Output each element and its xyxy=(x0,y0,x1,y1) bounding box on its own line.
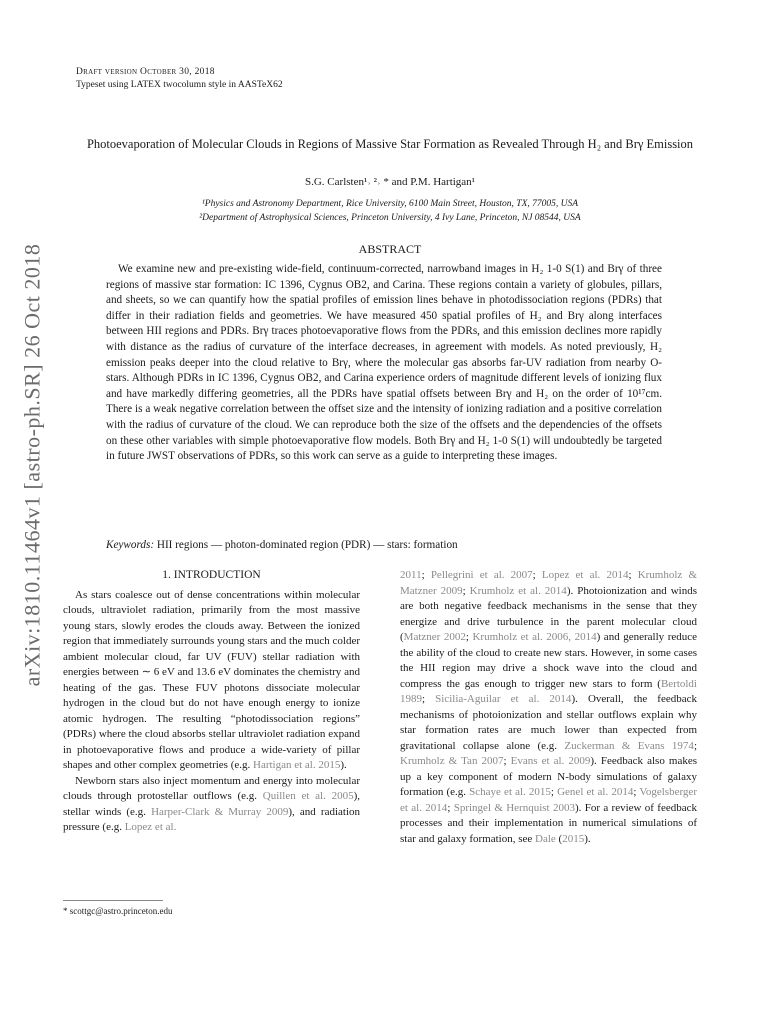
intro-paragraph-1: As stars coalesce out of dense concentrations within molecular clouds, ultraviolet radiation, primarily from the most massive young stars, slowly erodes the clouds away. Between the ionized region that immediately surrounds young stars and the much colder ambient molecular cloud, far UV (FUV) stellar radiation with energies between ∼ 6 eV and 13.6 eV dominates the chemistry and heating of the gas. These FUV photons dissociate molecular hydrogen in the cloud but do not have enough energy to ionize atomic hydrogen. The resulting “photodissociation regions” (PDRs) where the cloud absorbs stellar ultraviolet radiation expand in photoevaporative flows and produce a wide-variety of pillar shapes and other complex geometries (e.g. Hartigan et al. 2015). xyxy=(63,588,360,771)
right-column xyxy=(400,568,697,847)
keywords xyxy=(106,539,662,551)
citation-link[interactable]: Dale xyxy=(535,832,556,845)
citation-link[interactable]: Genel et al. 2014 xyxy=(557,786,634,798)
citation-link[interactable]: Lopez et al. xyxy=(124,821,177,833)
affiliation-1: ¹Physics and Astronomy Department, Rice University, 6100 Main Street, Houston, TX, 77005, USA xyxy=(201,199,579,209)
citation-link[interactable]: 2015 xyxy=(562,832,585,845)
citation-link[interactable]: Sicilia-Aguilar et al. 2014 xyxy=(435,693,572,705)
citation-link[interactable]: Springel & Hernquist 2003 xyxy=(453,801,575,814)
citation-link[interactable]: Schaye et al. 2015 xyxy=(469,786,551,798)
author-email-footnote: * scottgc@astro.princeton.edu xyxy=(63,906,173,916)
section-heading-introduction: 1. INTRODUCTION xyxy=(162,569,261,581)
citation-link[interactable]: Zuckerman & Evans 1974 xyxy=(564,739,694,752)
intro-paragraph-2: Newborn stars also inject momentum and energy into molecular clouds through protostellar outflows (e.g. Quillen et al. 2005), stellar winds (e.g. Harper-Clark & Murray 2009), and radiation pressure (e.g. Lopez et al. xyxy=(63,774,360,833)
citation-link[interactable]: Krumholz & Matzner 2009 xyxy=(400,569,697,597)
keywords-label: Keywords: xyxy=(106,539,155,551)
abstract-body: We examine new and pre-existing wide-field, continuum-corrected, narrowband images in H₂ 1-0 S(1) and Brγ of three regions of massive star formation: IC 1396, Cygnus OB2, and Carina. These regions contain a variety of globules, pillars, and sheets, so we can quantify how the spatial profiles of emission lines behave in photodissociation regions (PDRs) that differ in their radiation fields and geometries. We have measured 450 spatial profiles of H₂ and Brγ along interfaces between HII regions and PDRs. Brγ traces photoevaporative flows from the PDRs, and this emission declines more rapidly with distance as the radius of curvature of the interface decreases, in agreement with models. As noted previously, H₂ emission peaks deeper into the cloud relative to Brγ, where the molecular gas absorbs far-UV radiation from nearby O-stars. Although PDRs in IC 1396, Cygnus OB2, and Carina experience orders of magnitude different levels of ionizing flux and have markedly differing geometries, all the PDRs have spatial offsets between Brγ and H₂ on the order of 10¹⁷cm. There is a weak negative correlation between the offset size and the intensity of ionizing radiation and a positive correlation with the radius of curvature of the cloud. We can reproduce both the size of the offsets and the dependencies of the offsets on these other variables with simple photoevaporative flow models. Both Brγ and H₂ 1-0 S(1) will undoubtedly be targeted in future JWST observations of PDRs, so this work can serve as a guide to interpreting these images. xyxy=(106,263,662,463)
arxiv-identifier: arXiv:1810.11464v1 [astro-ph.SR] 26 Oct 2018 xyxy=(19,243,44,687)
citation-link[interactable]: 2011 xyxy=(400,569,422,581)
affiliation-2: ²Department of Astrophysical Sciences, Princeton University, 4 Ivy Lane, Princeton, NJ 08544, USA xyxy=(199,213,581,223)
draft-version-line: Draft version October 30, 2018 xyxy=(76,67,215,77)
keywords-text: HII regions — photon-dominated region (PDR) — stars: formation xyxy=(156,539,458,551)
typeset-line: Typeset using LATEX twocolumn style in AASTeX62 xyxy=(76,80,283,90)
abstract-heading: ABSTRACT xyxy=(358,242,422,256)
citation-link[interactable]: Hartigan et al. 2015 xyxy=(253,759,341,771)
citation-link[interactable]: Krumholz et al. 2014 xyxy=(469,584,567,597)
citation-link[interactable]: Lopez et al. 2014 xyxy=(541,569,629,581)
affiliations xyxy=(70,197,710,225)
citation-link[interactable]: Evans et al. 2009 xyxy=(510,755,591,767)
citation-link[interactable]: Matzner 2002 xyxy=(403,631,466,643)
citation-link[interactable]: Vogelsberger et al. 2014 xyxy=(400,786,697,814)
footnote-divider xyxy=(63,900,163,901)
citation-link[interactable]: Krumholz & Tan 2007 xyxy=(400,755,504,767)
left-column xyxy=(63,568,360,836)
citation-link[interactable]: Krumholz et al. 2006, 2014 xyxy=(472,631,597,643)
citation-link[interactable]: Harper-Clark & Murray 2009 xyxy=(151,805,289,818)
page-header xyxy=(76,66,283,92)
citation-link[interactable]: Quillen et al. 2005 xyxy=(262,790,354,802)
paper-title: Photoevaporation of Molecular Clouds in Regions of Massive Star Formation as Revealed Through H₂ and Brγ Emission xyxy=(86,137,694,151)
citation-link[interactable]: Bertoldi 1989 xyxy=(400,677,697,705)
author-list: S.G. Carlsten¹˒ ²˒ * and P.M. Hartigan¹ xyxy=(305,176,475,188)
intro-paragraph-2-continued: 2011; Pellegrini et al. 2007; Lopez et al. 2014; Krumholz & Matzner 2009; Krumholz et al. 2014). Photoionization and winds are both negative feedback mechanisms in the sense that they energize and drive turbulence in the parent molecular cloud (Matzner 2002; Krumholz et al. 2006, 2014) and generally reduce the ability of the cloud to create new stars. However, in some cases the HII region may drive a shock wave into the cloud and compress the gas enough to trigger new stars to form (Bertoldi 1989; Sicilia-Aguilar et al. 2014). Overall, the feedback mechanisms of photoionization and stellar outflows explain why star formation rates are much lower than expected from gravitational collapse alone (e.g. Zuckerman & Evans 1974; Krumholz & Tan 2007; Evans et al. 2009). Feedback also makes up a key component of modern N-body simulations of galaxy formation (e.g. Schaye et al. 2015; Genel et al. 2014; Vogelsberger et al. 2014; Springel & Hernquist 2003). For a review of feedback processes and their implementation in numerical simulations of star and galaxy formation, see Dale (2015). xyxy=(400,569,698,845)
citation-link[interactable]: Pellegrini et al. 2007 xyxy=(430,569,533,581)
